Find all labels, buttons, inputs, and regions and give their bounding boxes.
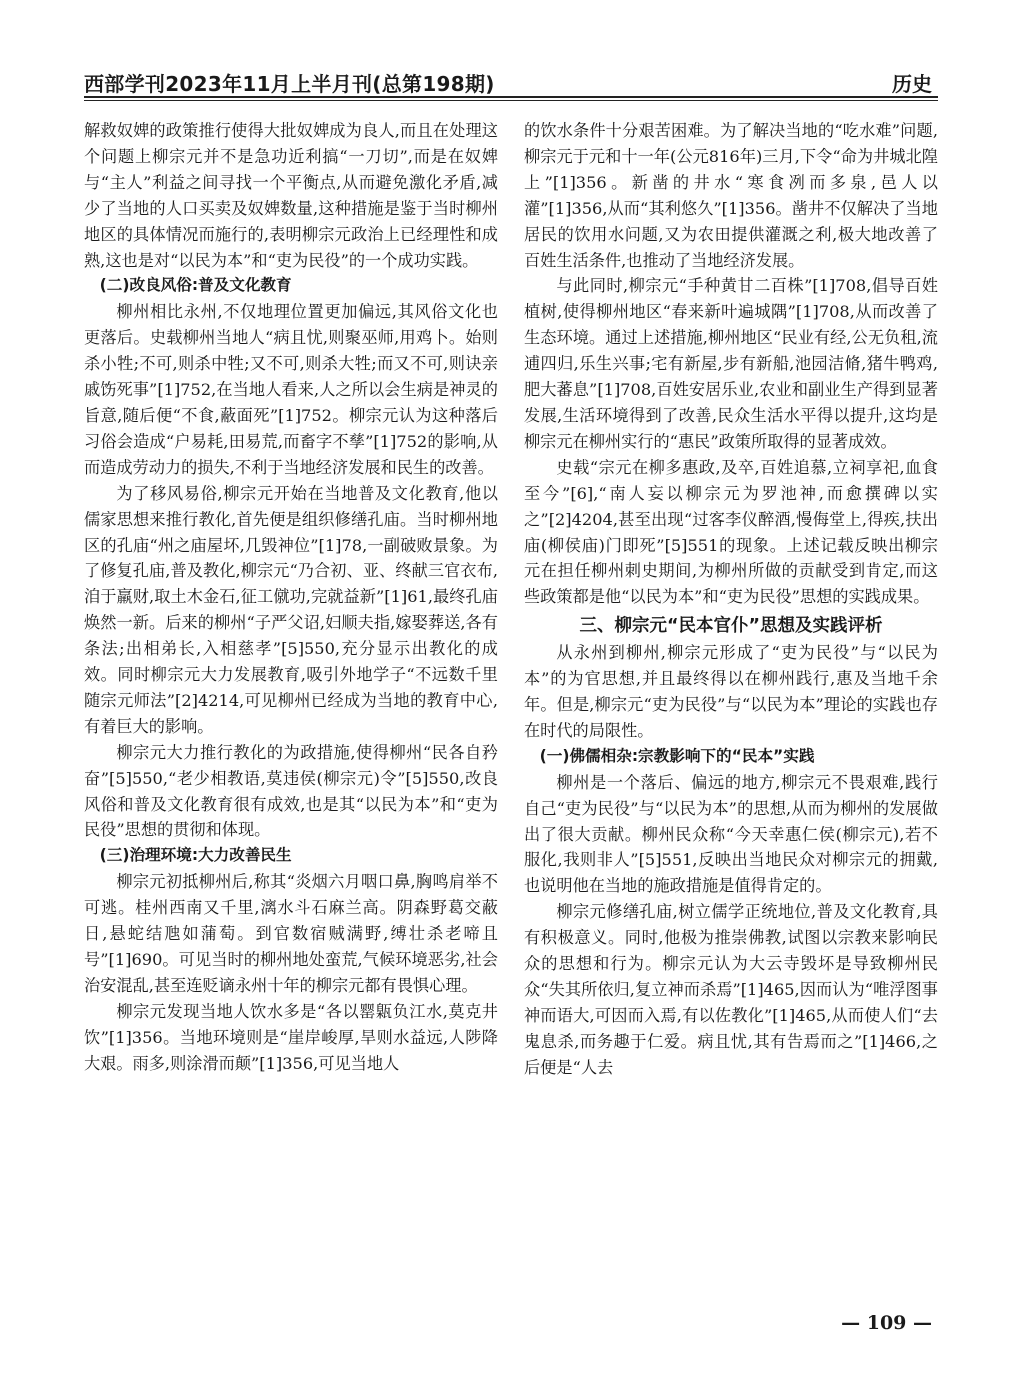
- paragraph: 柳宗元初抵柳州后,称其“炎烟六月咽口鼻,胸鸣肩举不可逃。桂州西南又千里,漓水斗石麻兰高。阴森野葛交蔽日,悬蛇结虺如蒲萄。到官数宿贼满野,缚壮杀老啼且号”[1]690。可见当时的柳州地处蛮荒,气候环境恶劣,社会治安混乱,甚至连贬谪永州十年的柳宗元都有畏惧心理。: [84, 872, 498, 995]
- paragraph: 与此同时,柳宗元“手种黄甘二百株”[1]708,倡导百姓植树,使得柳州地区“春来新叶遍城隅”[1]708,从而改善了生态环境。通过上述措施,柳州地区“民业有经,公无负租,流逋四归,乐生兴事;宅有新屋,步有新船,池园洁脩,猪牛鸭鸡,肥大蕃息”[1]708,百姓安居乐业,农业和副业生产得到显著发展,生活环境得到了改善,民众生活水平得以提升,这均是柳宗元在柳州实行的“惠民”政策所取得的显著成效。: [524, 276, 938, 451]
- section-title: 历史: [892, 72, 932, 96]
- journal-title: 西部学刊2023年11月上半月刊(总第198期): [84, 72, 495, 96]
- paragraph: 从永州到柳州,柳宗元形成了“吏为民役”与“以民为本”的为官思想,并且最终得以在柳州践行,惠及当地千余年。但是,柳宗元“吏为民役”与“以民为本”理论的实践也存在时代的局限性。: [524, 643, 938, 740]
- paragraph: 柳州是一个落后、偏远的地方,柳宗元不畏艰难,践行自己“吏为民役”与“以民为本”的思想,从而为柳州的发展做出了很大贡献。柳州民众称“今天幸惠仁侯(柳宗元),若不服化,我则非人”[5]551,反映出当地民众对柳宗元的拥戴,也说明他在当地的施政措施是值得肯定的。: [524, 772, 938, 896]
- paragraph: 解救奴婢的政策推行使得大批奴婢成为良人,而且在处理这个问题上柳宗元并不是急功近利搞“一刀切”,而是在奴婢与“主人”利益之间寻找一个平衡点,从而避免激化矛盾,减少了当地的人口买卖及奴婢数量,这种措施是鉴于当时柳州地区的具体情况而施行的,表明柳宗元政治上已经理性和成熟,这也是对“以民为本”和“吏为民役”的一个成功实践。: [84, 121, 498, 270]
- paragraph: 为了移风易俗,柳宗元开始在当地普及文化教育,他以儒家思想来推行教化,首先便是组织修缮孔庙。当时柳州地区的孔庙“州之庙屋坏,几毁神位”[1]78,一副破败景象。为了修复孔庙,普及教化,柳宗元“乃合初、亚、终献三官衣布,洎于羸财,取土木金石,征工僦功,完就益新”[1]61,最终孔庙焕然一新。后来的柳州“子严父诏,妇顺夫指,嫁娶葬送,各有条法;出相弟长,入相慈孝”[5]550,充分显示出教化的成效。同时柳宗元大力发展教育,吸引外地学子“不远数千里随宗元师法”[2]4214,可见柳州已经成为当地的教育中心,有着巨大的影响。: [84, 483, 498, 736]
- page-number: — 109 —: [841, 1312, 932, 1334]
- paragraph: 柳宗元发现当地人饮水多是“各以罂甈负江水,莫克井饮”[1]356。当地环境则是“崖岸峻厚,旱则水益远,人陟降大艰。雨多,则涂滑而颠”[1]356,可见当地人: [84, 1001, 498, 1073]
- left-column: [84, 118, 498, 1077]
- header-rule-thin: [84, 100, 938, 101]
- paragraph: 史载“宗元在柳多惠政,及卒,百姓追慕,立祠享祀,血食至今”[6],“南人妄以柳宗元为罗池神,而愈撰碑以实之”[2]4204,甚至出现“过客李仪醉酒,慢侮堂上,得疾,扶出庙(柳侯庙)门即死”[5]551的现象。上述记载反映出柳宗元在担任柳州刺史期间,为柳州所做的贡献受到肯定,而这些政策都是他“以民为本”和“吏为民役”思想的实践成果。: [524, 457, 938, 607]
- right-column: [524, 118, 938, 1081]
- header-rule: [84, 96, 938, 98]
- chapter-heading: 三、柳宗元“民本官仆”思想及实践评析: [579, 616, 883, 637]
- section-heading: (一)佛儒相杂:宗教影响下的“民本”实践: [539, 746, 815, 765]
- paragraph: 的饮水条件十分艰苦困难。为了解决当地的“吃水难”问题,柳宗元于元和十一年(公元816年)三月,下令“命为井城北隍上”[1]356。新凿的井水“寒食冽而多泉,邑人以灌”[1]356,从而“其利悠久”[1]356。凿井不仅解决了当地居民的饮用水问题,又为农田提供灌溉之利,极大地改善了百姓生活条件,也推动了当地经济发展。: [524, 121, 938, 270]
- paragraph: 柳州相比永州,不仅地理位置更加偏远,其风俗文化也更落后。史载柳州当地人“病且忧,则聚巫师,用鸡卜。始则杀小牲;不可,则杀中牲;又不可,则杀大牲;而又不可,则诀亲戚饬死事”[1]752,在当地人看来,人之所以会生病是神灵的旨意,随后便“不食,蔽面死”[1]752。柳宗元认为这种落后习俗会造成“户易耗,田易荒,而畜字不孳”[1]752的影响,从而造成劳动力的损失,不利于当地经济发展和民生的改善。: [84, 302, 498, 477]
- running-header: [84, 62, 938, 96]
- paragraph: 柳宗元修缮孔庙,树立儒学正统地位,普及文化教育,具有积极意义。同时,他极为推崇佛教,试图以宗教来影响民众的思想和行为。柳宗元认为大云寺毁坏是导致柳州民众“失其所依归,复立神而杀焉”[1]465,因而认为“唯浮图事神而语大,可因而入焉,有以佐教化”[1]465,从而使人们“去鬼息杀,而务趣于仁爱。病且忧,其有告焉而之”[1]466,之后便是“人去: [524, 902, 938, 1077]
- section-heading: (二)改良风俗:普及文化教育: [99, 276, 292, 295]
- section-heading: (三)治理环境:大力改善民生: [99, 846, 292, 865]
- paragraph: 柳宗元大力推行教化的为政措施,使得柳州“民各自矜奋”[5]550,“老少相教语,莫违侯(柳宗元)令”[5]550,改良风俗和普及文化教育很有成效,也是其“以民为本”和“吏为民役”思想的贯彻和体现。: [84, 742, 498, 840]
